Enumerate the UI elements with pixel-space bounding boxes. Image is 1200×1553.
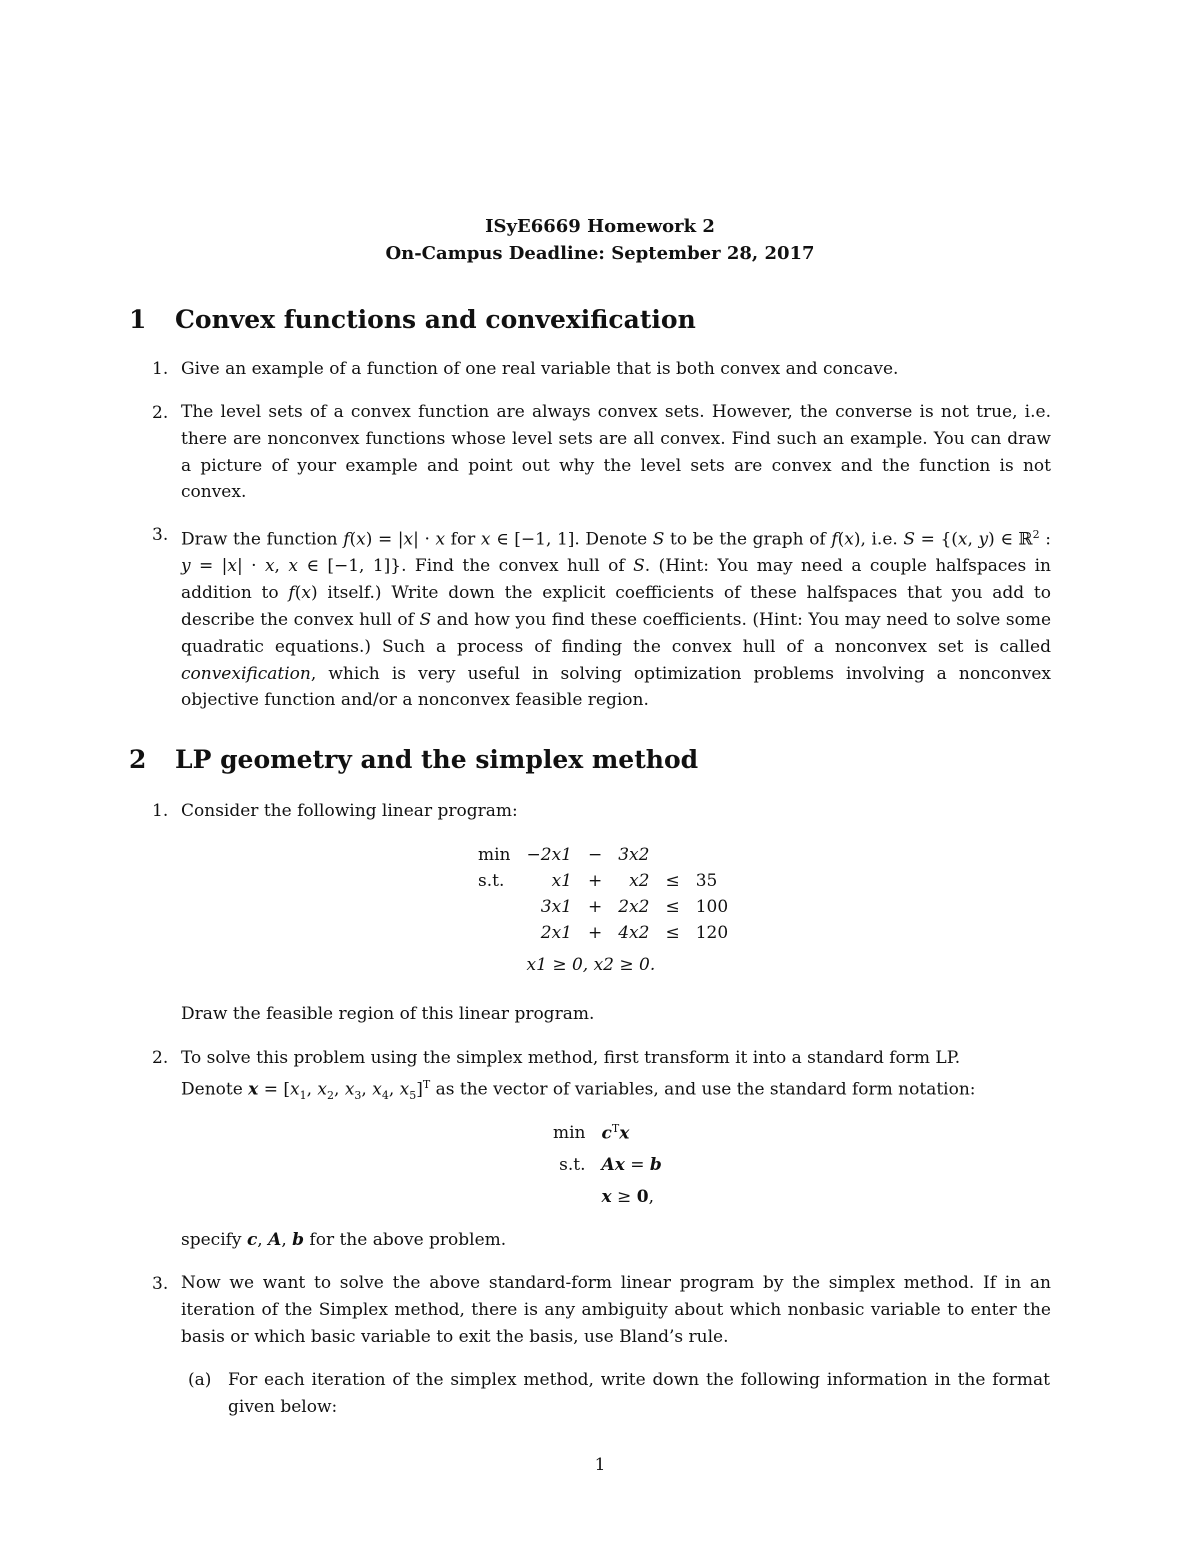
s2-item-1-intro: Consider the following linear program:: [181, 801, 518, 821]
section-2-title: LP geometry and the simplex method: [175, 745, 699, 774]
s1-item-1-number: 1.: [152, 359, 169, 379]
lp-constraint-row: s.t. x1 + x2 ≤ 35: [478, 871, 718, 891]
lp-nonneg-row: x1 ≥ 0, x2 ≥ 0.: [526, 955, 656, 975]
lp-objective-row: min −2x1 − 3x2: [478, 845, 650, 865]
homework-title: ISyE6669 Homework 2: [485, 216, 715, 237]
section-1-number: 1: [129, 305, 147, 334]
standard-form: min $c^Tx$ s.t. Ax = b x ≥ 0,: [553, 1122, 662, 1207]
linear-program: [470, 842, 736, 978]
s2-item-3-number: 3.: [152, 1274, 169, 1294]
s2-item-2-number: 2.: [152, 1048, 169, 1068]
s2-item-2-specify: specify c, A, b for the above problem.: [181, 1230, 507, 1250]
s1-item-2-text: The level sets of a convex function are always convex sets. However, the converse is not true, i.e. there are nonconvex functions whose level sets are all convex. Find such an example. You can draw a picture of your example and point out why the level sets are convex and the function is not convex.: [181, 402, 1051, 503]
section-1-heading: [129, 305, 696, 334]
lp-constraint-row: 2x1 + 4x2 ≤ 120: [540, 923, 729, 943]
s1-item-3-number: 3.: [152, 525, 169, 545]
section-2-heading: [129, 745, 698, 774]
lp-constraint-row: 3x1 + 2x2 ≤ 100: [540, 897, 729, 917]
s2-item-2-text: To solve this problem using the simplex method, first transform it into a standard form LP. Denote $x = [x_1$, $x_2$, $x_3$, $x_4$, $x_5]^T$ as the vector of variables, and use the standard form notation:: [181, 1048, 976, 1102]
s2-item-3a-text: For each iteration of the simplex method, write down the following information in the format given below:: [228, 1370, 1050, 1417]
page-number: 1: [594, 1455, 606, 1475]
s2-item-3a-label: (a): [188, 1370, 212, 1390]
section-2-number: 2: [129, 745, 147, 774]
s2-item-1-after: Draw the feasible region of this linear program.: [181, 1004, 595, 1024]
s2-item-1-number: 1.: [152, 801, 169, 821]
s2-item-3-text: Now we want to solve the above standard-form linear program by the simplex method. If in an iteration of the Simplex method, there is any ambiguity about which nonbasic variable to enter the basis or which basic variable to exit the basis, use Bland’s rule.: [181, 1273, 1051, 1347]
deadline: On-Campus Deadline: September 28, 2017: [385, 243, 815, 264]
s1-item-2-number: 2.: [152, 403, 169, 423]
s1-item-3-text: Draw the function f(x) = |x| · x for x ∈ [−1, 1]. Denote S to be the graph of f(x), i.e. S = {(x, y) ∈ ℝ$^2$ : y = |x| · x, x ∈ [−1, 1]}. Find the convex hull of S. (Hint: You may need a couple halfspaces in addition to f(x) itself.) Write down the explicit coefficients of these halfspaces that you add to describe the convex hull of S and how you find these coefficients. (Hint: You may need to solve some quadratic equations.) Such a process of finding the convex hull of a nonconvex set is called convexification, which is very useful in solving optimization problems involving a nonconvex objective function and/or a nonconvex feasible region.: [181, 528, 1052, 711]
section-1-title: Convex functions and convexification: [175, 305, 696, 334]
s1-item-1-text: Give an example of a function of one real variable that is both convex and concave.: [181, 359, 899, 379]
